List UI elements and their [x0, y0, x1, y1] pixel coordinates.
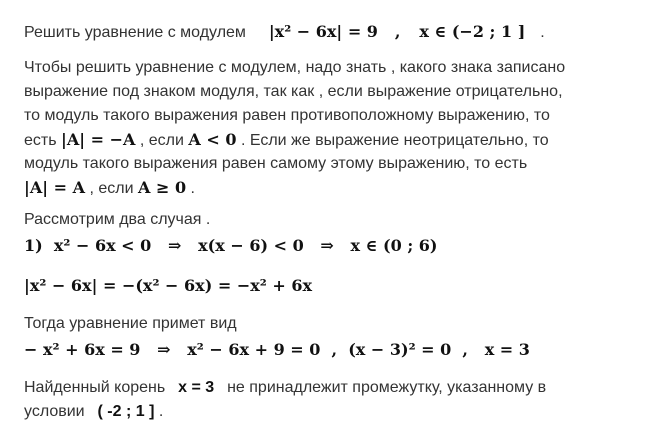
negative-condition: A < 0: [188, 130, 237, 149]
conclusion-text-b: не принадлежит промежутку, указанному в: [227, 379, 547, 396]
conclusion-line-1: [24, 378, 546, 398]
task-lead: Решить уравнение с модулем: [24, 24, 246, 41]
conclusion-root: x = 3: [178, 379, 215, 396]
explanation-line-6-text-b: , если: [89, 180, 134, 197]
solve-equation: − x² + 6x = 9 ⇒ x² − 6x + 9 = 0 , (x − 3)² = 0 , x = 3: [24, 340, 530, 359]
abs-pos-formula: |A| = A: [24, 178, 86, 197]
explanation-line-5: модуль такого выражения равен самому этому выражению, то есть: [24, 155, 528, 172]
then-text: Тогда уравнение примет вид: [24, 315, 237, 332]
explanation-line-4: [24, 130, 549, 151]
modulus-expansion: |x² − 6x| = −(x² − 6x) = −x² + 6x: [24, 276, 312, 295]
conclusion-interval: ( -2 ; 1 ]: [97, 403, 155, 420]
task-interval: x ∈ (−2 ; 1 ]: [419, 22, 526, 41]
explanation-line-4-text-a: есть: [24, 132, 57, 149]
task-end: .: [540, 24, 545, 41]
task-line: [24, 22, 545, 43]
conclusion-text-c: условии: [24, 403, 85, 420]
explanation-line-6-text-c: .: [190, 180, 195, 197]
task-equation: |x² − 6x| = 9: [268, 22, 378, 41]
nonnegative-condition: A ≥ 0: [137, 178, 187, 197]
task-separator: ,: [394, 22, 401, 41]
explanation-line-2: выражение под знаком модуля, так как , если выражение отрицательно,: [24, 83, 563, 100]
abs-neg-formula: |A| = −A: [61, 130, 136, 149]
explanation-line-4-text-b: , если: [139, 132, 184, 149]
explanation-line-6: [24, 178, 195, 199]
conclusion-end: .: [158, 403, 164, 420]
conclusion-text-a: Найденный корень: [24, 379, 166, 396]
explanation-line-3: то модуль такого выражения равен противоположному выражению, то: [24, 107, 550, 124]
explanation-line-1: Чтобы решить уравнение с модулем, надо знать , какого знака записано: [24, 59, 566, 76]
case-1-inequality: 1) x² − 6x < 0 ⇒ x(x − 6) < 0 ⇒ x ∈ (0 ; 6): [24, 236, 438, 255]
cases-heading: Рассмотрим два случая .: [24, 211, 211, 228]
conclusion-line-2: [24, 402, 163, 422]
explanation-line-4-text-c: . Если же выражение неотрицательно, то: [240, 132, 549, 149]
